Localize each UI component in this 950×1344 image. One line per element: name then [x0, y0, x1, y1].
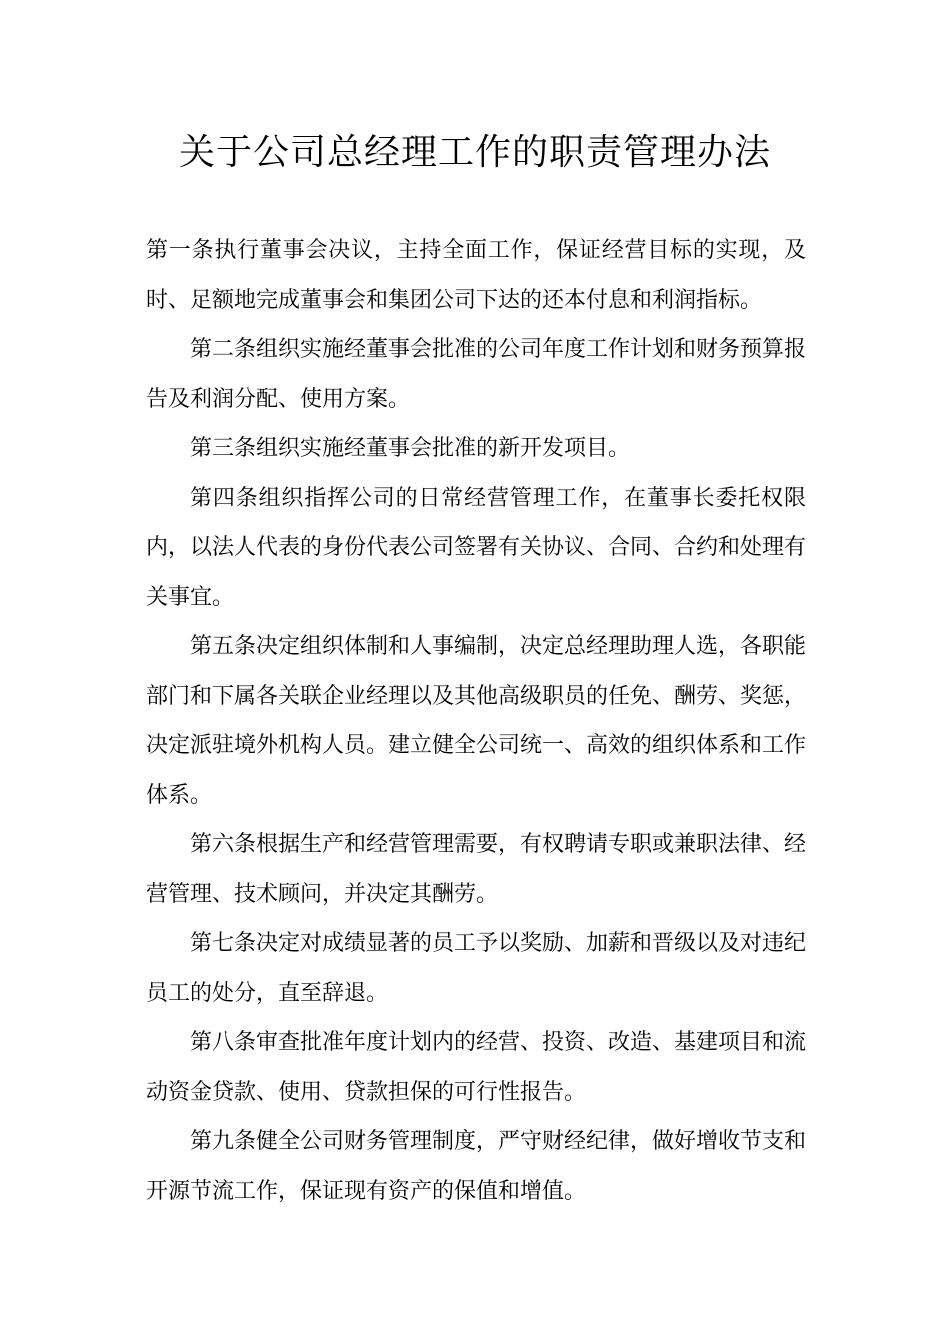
- article-5-paragraph: 第五条决定组织体制和人事编制，决定总经理助理人选，各职能部门和下属各关联企业经理以及其他高级职员的任免、酬劳、奖惩，决定派驻境外机构人员。建立健全公司统一、高效的组织体系和工作体系。: [146, 634, 807, 808]
- article-2-paragraph: 第二条组织实施经董事会批准的公司年度工作计划和财务预算报告及利润分配、使用方案。: [146, 337, 807, 412]
- article-9-paragraph: 第九条健全公司财务管理制度，严守财经纪律，做好增收节支和开源节流工作，保证现有资产的保值和增值。: [146, 1129, 807, 1204]
- article-6-paragraph: 第六条根据生产和经营管理需要，有权聘请专职或兼职法律、经营管理、技术顾问，并决定其酬劳。: [146, 832, 807, 907]
- article-4-paragraph: 第四条组织指挥公司的日常经营管理工作，在董事长委托权限内，以法人代表的身份代表公司签署有关协议、合同、合约和处理有关事宜。: [146, 485, 807, 610]
- article-8-paragraph: 第八条审查批准年度计划内的经营、投资、改造、基建项目和流动资金贷款、使用、贷款担保的可行性报告。: [146, 1030, 807, 1105]
- document-body: [146, 226, 806, 1216]
- document-title: 关于公司总经理工作的职责管理办法: [178, 132, 771, 173]
- article-1-paragraph: 第一条执行董事会决议，主持全面工作，保证经营目标的实现，及时、足额地完成董事会和集团公司下达的还本付息和利润指标。: [146, 238, 806, 313]
- article-3-paragraph: 第三条组织实施经董事会批准的新开发项目。: [190, 436, 631, 461]
- article-7-paragraph: 第七条决定对成绩显著的员工予以奖励、加薪和晋级以及对违纪员工的处分，直至辞退。: [146, 931, 807, 1006]
